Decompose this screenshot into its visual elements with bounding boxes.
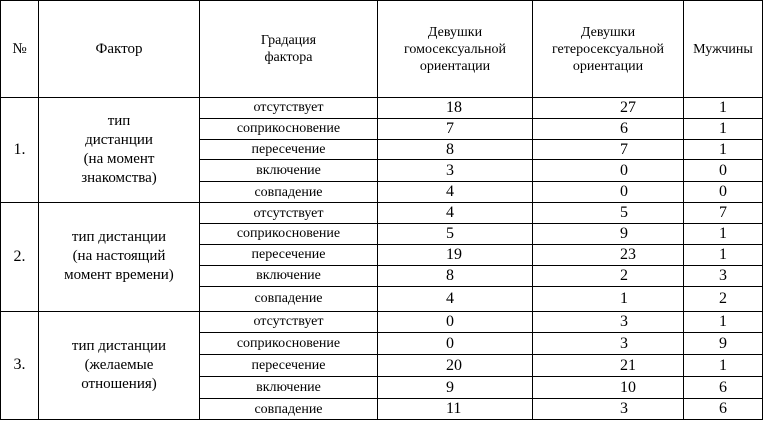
girls-homo-value: 20 <box>378 355 533 377</box>
group-number: 2. <box>1 203 39 311</box>
gradation-cell: отсутствует <box>200 203 378 224</box>
header-girls-homo-text: Девушки гомосексуальной ориентации <box>404 24 506 74</box>
girls-homo-value: 18 <box>378 98 533 119</box>
table-body <box>1 98 763 420</box>
factor-cell <box>39 203 200 311</box>
girls-hetero-value: 9 <box>533 224 684 245</box>
girls-hetero-value: 1 <box>533 286 684 311</box>
gradation-cell: соприкосновение <box>200 333 378 355</box>
girls-hetero-value: 10 <box>533 377 684 399</box>
girls-homo-value: 4 <box>378 182 533 203</box>
girls-homo-value: 4 <box>378 286 533 311</box>
men-value: 0 <box>684 160 763 182</box>
girls-homo-value: 5 <box>378 224 533 245</box>
girls-hetero-value: 0 <box>533 160 684 182</box>
girls-hetero-value: 2 <box>533 265 684 286</box>
header-men: Мужчины <box>684 1 763 98</box>
men-value: 3 <box>684 265 763 286</box>
girls-hetero-value: 6 <box>533 118 684 139</box>
girls-homo-value: 7 <box>378 118 533 139</box>
header-no: № <box>1 1 39 98</box>
gradation-cell: соприкосновение <box>200 118 378 139</box>
factor-cell <box>39 311 200 420</box>
men-value: 1 <box>684 224 763 245</box>
girls-homo-value: 3 <box>378 160 533 182</box>
gradation-cell: включение <box>200 265 378 286</box>
factor-text: тип дистанции (на момент знакомства) <box>81 113 157 187</box>
group-number: 3. <box>1 311 39 420</box>
header-girls-hetero <box>533 1 684 98</box>
girls-hetero-value: 3 <box>533 333 684 355</box>
girls-homo-value: 8 <box>378 139 533 160</box>
factor-text: тип дистанции (на настоящий момент времени) <box>64 229 174 284</box>
table-row <box>1 98 763 119</box>
factor-cell <box>39 98 200 203</box>
table-row <box>1 311 763 333</box>
girls-homo-value: 11 <box>378 399 533 420</box>
factor-text: тип дистанции (желаемые отношения) <box>71 337 167 392</box>
header-factor: Фактор <box>39 1 200 98</box>
men-value: 2 <box>684 286 763 311</box>
girls-hetero-value: 3 <box>533 311 684 333</box>
men-value: 1 <box>684 118 763 139</box>
men-value: 7 <box>684 203 763 224</box>
girls-hetero-value: 27 <box>533 98 684 119</box>
men-value: 1 <box>684 355 763 377</box>
girls-hetero-value: 3 <box>533 399 684 420</box>
girls-homo-value: 8 <box>378 265 533 286</box>
header-girls-homo <box>378 1 533 98</box>
gradation-cell: отсутствует <box>200 98 378 119</box>
gradation-cell: пересечение <box>200 139 378 160</box>
men-value: 1 <box>684 139 763 160</box>
girls-hetero-value: 21 <box>533 355 684 377</box>
header-girls-hetero-text: Девушки гетеросексуальной ориентации <box>551 24 665 74</box>
header-gradation <box>200 1 378 98</box>
girls-homo-value: 4 <box>378 203 533 224</box>
gradation-cell: включение <box>200 377 378 399</box>
gradation-cell: соприкосновение <box>200 224 378 245</box>
men-value: 1 <box>684 244 763 265</box>
girls-homo-value: 9 <box>378 377 533 399</box>
girls-hetero-value: 5 <box>533 203 684 224</box>
girls-homo-value: 19 <box>378 244 533 265</box>
gradation-cell: совпадение <box>200 286 378 311</box>
men-value: 6 <box>684 377 763 399</box>
gradation-cell: совпадение <box>200 182 378 203</box>
girls-hetero-value: 7 <box>533 139 684 160</box>
men-value: 1 <box>684 98 763 119</box>
gradation-cell: пересечение <box>200 244 378 265</box>
men-value: 6 <box>684 399 763 420</box>
men-value: 1 <box>684 311 763 333</box>
girls-homo-value: 0 <box>378 311 533 333</box>
men-value: 9 <box>684 333 763 355</box>
girls-homo-value: 0 <box>378 333 533 355</box>
header-gradation-text: Градация фактора <box>260 33 317 65</box>
gradation-cell: совпадение <box>200 399 378 420</box>
men-value: 0 <box>684 182 763 203</box>
group-number: 1. <box>1 98 39 203</box>
gradation-cell: включение <box>200 160 378 182</box>
girls-hetero-value: 0 <box>533 182 684 203</box>
header-row <box>1 1 763 98</box>
gradation-cell: пересечение <box>200 355 378 377</box>
gradation-cell: отсутствует <box>200 311 378 333</box>
table-row <box>1 203 763 224</box>
girls-hetero-value: 23 <box>533 244 684 265</box>
